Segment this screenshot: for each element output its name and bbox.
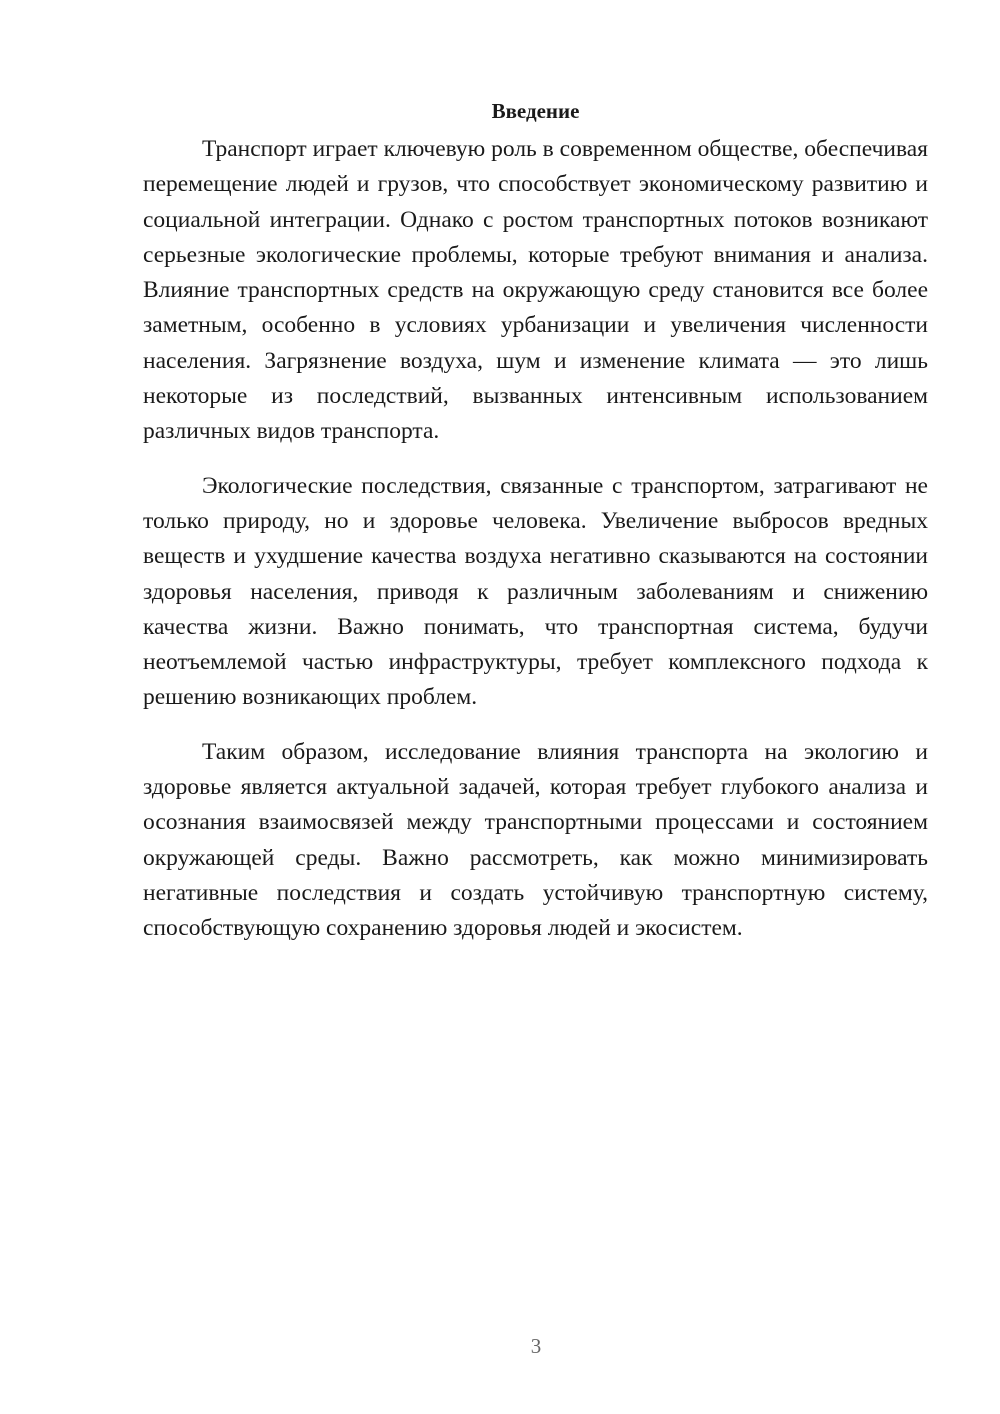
page-number: 3 — [530, 1334, 542, 1358]
paragraph-3: Таким образом, исследование влияния транспорта на экологию и здоровье является актуальной задачей, которая требует глубокого анализа и осознания взаимосвязей между транспортными процессами и состоянием окружающей среды. Важно рассмотреть, как можно минимизировать негативные последствия и создать устойчивую транспортную систему, способствующую сохранению здоровья людей и экосистем. — [143, 738, 928, 942]
paragraph-1: Транспорт играет ключевую роль в современном обществе, обеспечивая перемещение людей и грузов, что способствует экономическому развитию и социальной интеграции. Однако с ростом транспортных потоков возникают серьезные экологические проблемы, которые требуют внимания и анализа. Влияние транспортных средств на окружающую среду становится все более заметным, особенно в условиях урбанизации и увеличения численности населения. Загрязнение воздуха, шум и изменение климата — это лишь некоторые из последствий, вызванных интенсивным использованием различных видов транспорта. — [143, 136, 928, 445]
section-title: Введение — [491, 99, 580, 123]
paragraph-2: Экологические последствия, связанные с транспортом, затрагивают не только природу, но и здоровье человека. Увеличение выбросов вредных веществ и ухудшение качества воздуха негативно сказываются на состоянии здоровья населения, приводя к различным заболеваниям и снижению качества жизни. Важно понимать, что транспортная система, будучи неотъемлемой частью инфраструктуры, требует комплексного подхода к решению возникающих проблем. — [143, 472, 928, 711]
page-content — [143, 96, 928, 966]
